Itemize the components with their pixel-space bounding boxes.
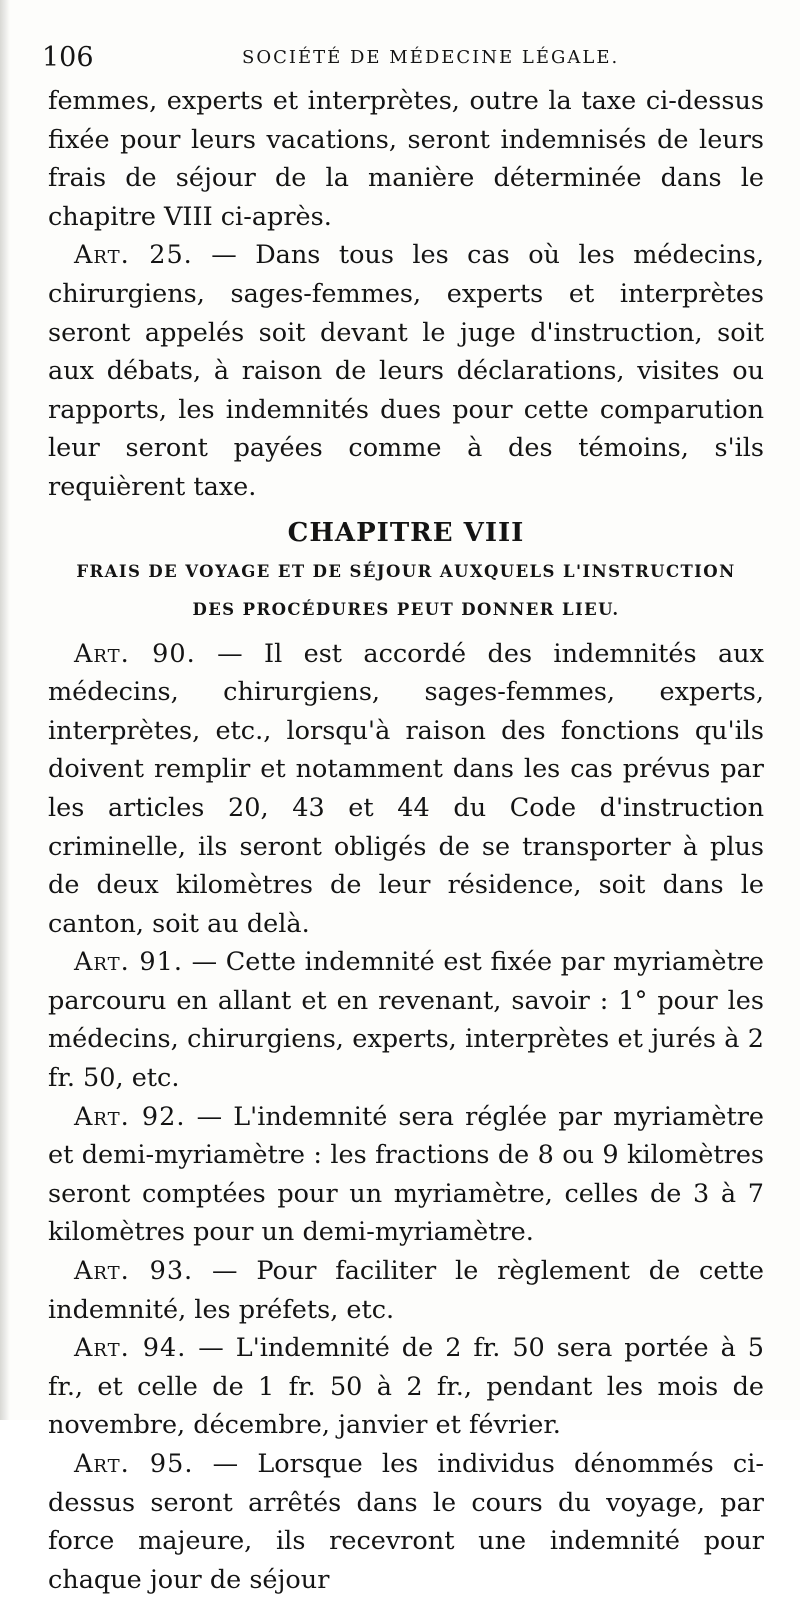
chapter-title-line: FRAIS DE VOYAGE ET DE SÉJOUR AUXQUELS L'INSTRUCTION — [76, 561, 736, 581]
article-text: — Dans tous les cas où les médecins, chirurgiens, sages-femmes, experts et interprètes seront appelés soit devant le juge d'instruction, soit aux débats, à raison de leurs déclarations, visites ou rapports, les indemnités dues pour cette comparution leur seront payées comme à des témoins, s'ils requièrent taxe. — [48, 240, 764, 502]
chapter-title-line: DES PROCÉDURES PEUT DONNER LIEU. — [192, 599, 620, 619]
article-text: — Cette indemnité est fixée par myriamètre parcouru en allant et en revenant, savoir : 1° pour les médecins, chirurgiens, experts, interprètes et jurés à 2 fr. 50, etc. — [48, 947, 764, 1094]
article-text: — L'indemnité sera réglée par myriamètre et demi-myriamètre : les fractions de 8 ou 9 kilomètres seront comptées pour un myriamètre, celles de 3 à 7 kilomètres pour un demi-myriamètre. — [48, 1101, 764, 1248]
article-95 — [48, 1445, 764, 1599]
article-label: Art. 90. — [74, 638, 196, 669]
article-90 — [48, 635, 764, 944]
chapter-heading: CHAPITRE VIII — [287, 517, 525, 548]
page-gutter-shadow — [0, 0, 10, 1420]
article-93 — [48, 1252, 764, 1329]
running-head — [42, 38, 770, 78]
article-91 — [48, 943, 764, 1097]
article-text: — L'indemnité de 2 fr. 50 sera portée à 5 fr., et celle de 1 fr. 50 à 2 fr., pendant les mois de novembre, décembre, janvier et février. — [48, 1333, 764, 1441]
article-text: — Il est accordé des indemnités aux médecins, chirurgiens, sages-femmes, experts, interprètes, etc., lorsqu'à raison des fonctions qu'ils doivent remplir et notamment dans les cas prévus par les articles 20, 43 et 44 du Code d'instruction criminelle, ils seront obligés de se transporter à plus de deux kilomètres de leur résidence, soit dans le canton, soit au delà. — [48, 638, 764, 939]
article-text: — Pour faciliter le règlement de cette indemnité, les préfets, etc. — [48, 1256, 764, 1325]
article-label: Art. 95. — [74, 1449, 194, 1479]
article-92 — [48, 1098, 764, 1252]
article-25 — [48, 236, 764, 506]
article-label: Art. 25. — [74, 240, 193, 271]
article-label: Art. 92. — [74, 1101, 186, 1132]
journal-title: SOCIÉTÉ DE MÉDECINE LÉGALE. — [242, 47, 620, 68]
article-label: Art. 91. — [74, 947, 183, 978]
page-number: 106 — [42, 42, 94, 73]
article-label: Art. 94. — [74, 1333, 187, 1364]
intro-paragraph: femmes, experts et interprètes, outre la taxe ci-dessus fixée pour leurs vacations, seront indemnisés de leurs frais de séjour de la manière déterminée dans le chapitre VIII ci-après. — [48, 86, 764, 232]
body-text — [48, 82, 764, 1599]
article-label: Art. 93. — [74, 1256, 194, 1287]
chapter-title — [48, 553, 764, 635]
article-text: — Lorsque les individus dénommés ci-dessus seront arrêtés dans le cours du voyage, par force majeure, ils recevront une indemnité pour chaque jour de séjour — [48, 1449, 764, 1595]
article-94 — [48, 1329, 764, 1445]
